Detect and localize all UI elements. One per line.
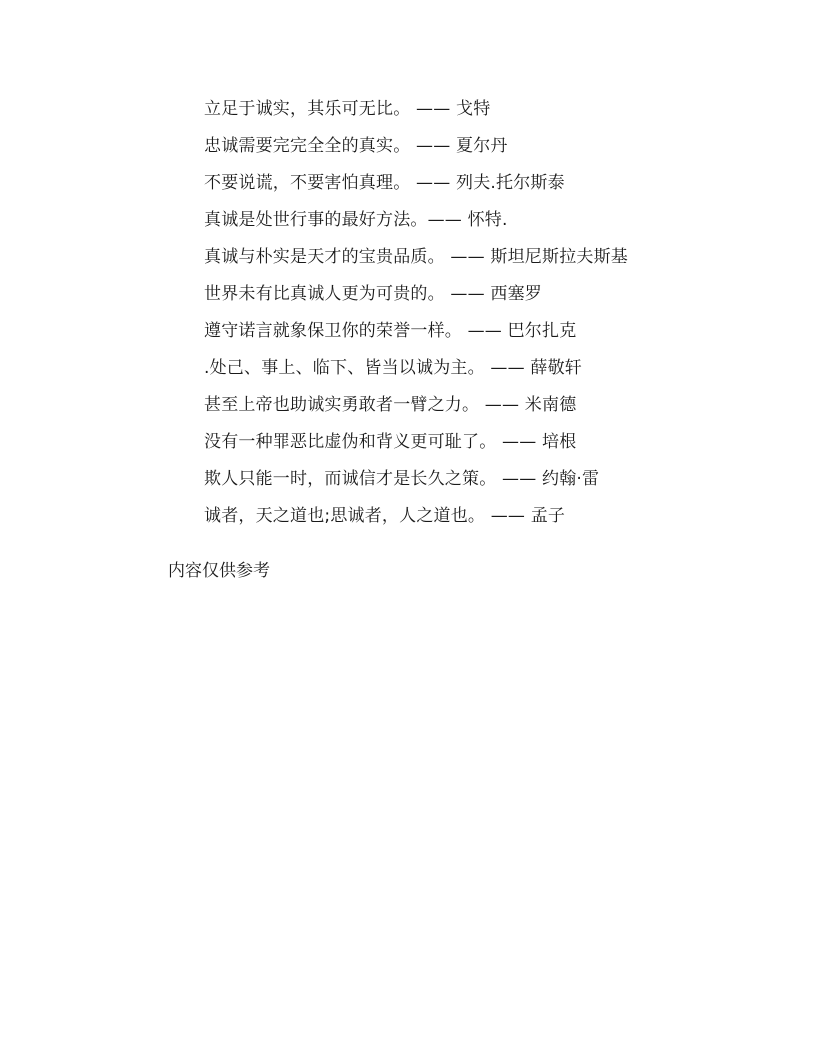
quote-line: 甚至上帝也助诚实勇敢者一臂之力。 —— 米南德 bbox=[204, 395, 577, 415]
quote-line: .处己、事上、临下、皆当以诚为主。 —— 薛敬轩 bbox=[204, 358, 583, 378]
quote-line: 没有一种罪恶比虚伪和背义更可耻了。 —— 培根 bbox=[204, 432, 577, 452]
footer-note: 内容仅供参考 bbox=[168, 561, 270, 581]
quote-line: 真诚与朴实是天才的宝贵品质。 —— 斯坦尼斯拉夫斯基 bbox=[204, 247, 629, 267]
quote-line: 不要说谎，不要害怕真理。 —— 列夫.托尔斯泰 bbox=[204, 173, 565, 193]
quote-line: 世界未有比真诚人更为可贵的。 —— 西塞罗 bbox=[204, 284, 543, 304]
quote-line: 诚者，天之道也;思诚者，人之道也。 —— 孟子 bbox=[204, 506, 566, 526]
quote-line: 立足于诚实，其乐可无比。 —— 戈特 bbox=[204, 99, 491, 119]
quote-list bbox=[204, 96, 628, 540]
quote-line: 遵守诺言就象保卫你的荣誉一样。 —— 巴尔扎克 bbox=[204, 321, 577, 341]
quote-line: 真诚是处世行事的最好方法。—— 怀特. bbox=[204, 210, 508, 230]
quote-line: 忠诚需要完完全全的真实。 —— 夏尔丹 bbox=[204, 136, 508, 156]
quote-line: 欺人只能一时，而诚信才是长久之策。 —— 约翰·雷 bbox=[204, 469, 600, 489]
